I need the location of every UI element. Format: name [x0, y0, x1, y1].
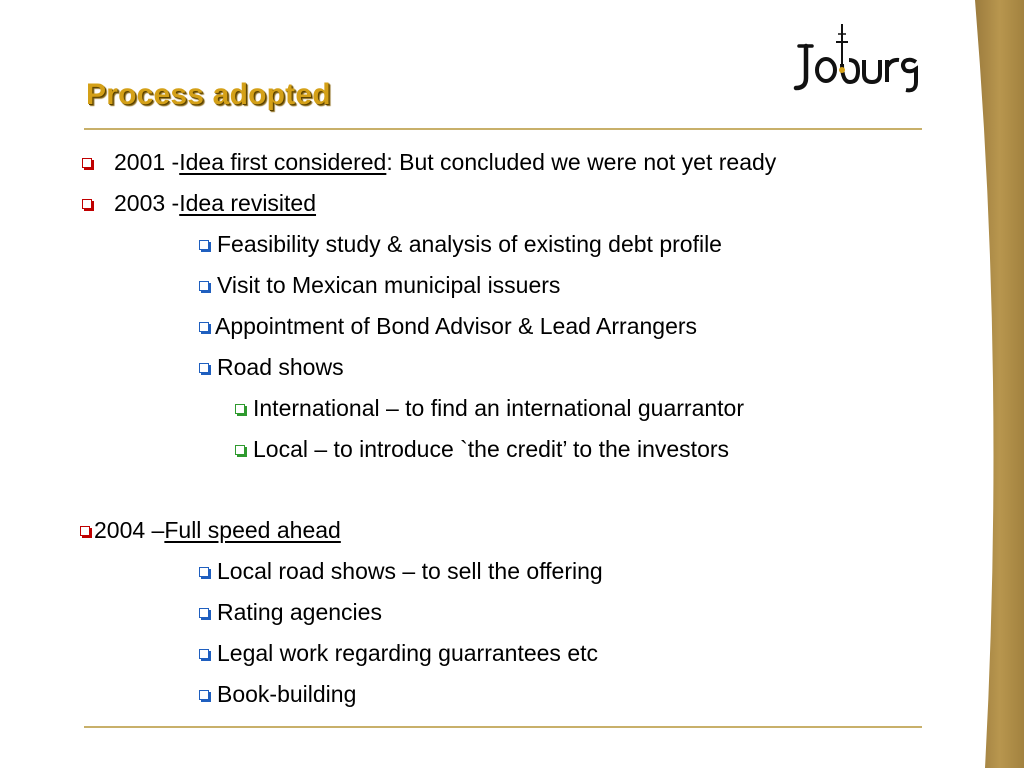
item-prefix: 2004 – [94, 517, 165, 543]
blue-square-bullet-icon [199, 608, 209, 618]
list-item [199, 312, 697, 340]
blue-square-bullet-icon [199, 690, 209, 700]
list-item [235, 394, 744, 422]
blue-square-bullet-icon [199, 363, 209, 373]
red-square-bullet-icon [80, 526, 90, 536]
list-item [199, 680, 356, 708]
list-item [199, 598, 382, 626]
item-text: Book-building [217, 681, 357, 707]
item-link-text[interactable]: Full speed ahead [164, 517, 341, 543]
footer-divider [84, 726, 922, 728]
joburg-logo [792, 22, 924, 103]
item-text: Rating agencies [217, 599, 382, 625]
green-square-bullet-icon [235, 404, 245, 414]
item-text: Legal work regarding guarrantees etc [217, 640, 599, 666]
blue-square-bullet-icon [199, 322, 209, 332]
list-item [82, 148, 776, 176]
slide-title: Process adopted [86, 78, 331, 111]
item-link-text[interactable]: Idea first considered [179, 149, 387, 175]
blue-square-bullet-icon [199, 281, 209, 291]
red-square-bullet-icon [82, 158, 92, 168]
list-item [199, 639, 598, 667]
item-text: International – to find an international guarrantor [253, 395, 744, 421]
list-item [80, 516, 341, 544]
item-text: Appointment of Bond Advisor & Lead Arrangers [215, 313, 698, 339]
item-text: Feasibility study & analysis of existing debt profile [217, 231, 722, 257]
item-text: Local – to introduce `the credit’ to the investors [253, 436, 730, 462]
list-item [199, 230, 722, 258]
item-text: Local road shows – to sell the offering [217, 558, 603, 584]
list-item [235, 435, 729, 463]
item-link-text[interactable]: Idea revisited [179, 190, 317, 216]
list-item [199, 271, 560, 299]
red-square-bullet-icon [82, 199, 92, 209]
list-item [82, 189, 316, 217]
joburg-logo-icon [792, 22, 924, 98]
title-divider [84, 128, 922, 130]
list-item [199, 557, 603, 585]
item-suffix: : But concluded we were not yet ready [386, 149, 777, 175]
blue-square-bullet-icon [199, 240, 209, 250]
item-text: Visit to Mexican municipal issuers [217, 272, 561, 298]
green-square-bullet-icon [235, 445, 245, 455]
blue-square-bullet-icon [199, 567, 209, 577]
item-prefix: 2001 - [114, 149, 180, 175]
list-item [199, 353, 344, 381]
item-prefix: 2003 - [114, 190, 180, 216]
blue-square-bullet-icon [199, 649, 209, 659]
item-text: Road shows [217, 354, 344, 380]
